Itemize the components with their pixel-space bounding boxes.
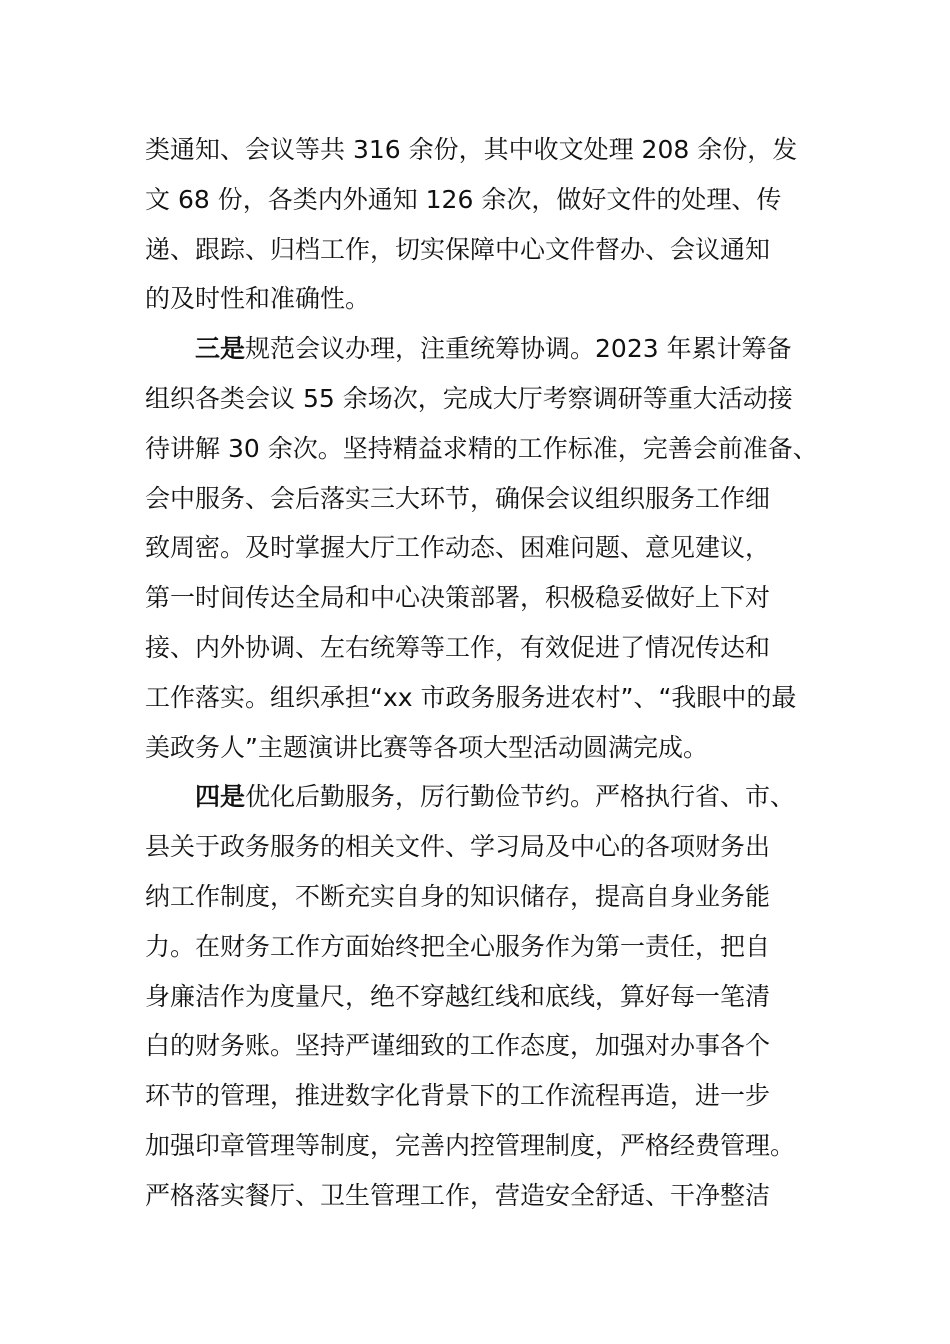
text-line: 致周密。及时掌握大厅工作动态、困难问题、意见建议， [145, 533, 771, 563]
text-span: 优化后勤服务，厉行勤俭节约。严格执行省、市、 [245, 782, 796, 812]
paragraph-document-handling [145, 125, 825, 324]
text-line [145, 324, 825, 374]
document-body [145, 125, 825, 1221]
text-line: 会中服务、会后落实三大环节，确保会议组织服务工作细 [145, 483, 771, 513]
text-line [145, 772, 825, 822]
paragraph-logistics [145, 772, 825, 1220]
text-line: 类通知、会议等共 316 余份，其中收文处理 208 余份，发 [145, 135, 798, 164]
text-line: 加强印章管理等制度，完善内控管理制度，严格经费管理。 [145, 1130, 796, 1160]
text-line: 文 68 份，各类内外通知 126 余次，做好文件的处理、传 [145, 184, 782, 214]
text-line: 纳工作制度，不断充实自身的知识储存，提高自身业务能 [145, 881, 771, 911]
text-line: 待讲解 30 余次。坚持精益求精的工作标准，完善会前准备、 [145, 433, 818, 463]
text-line: 的及时性和准确性。 [145, 284, 371, 314]
text-line: 力。在财务工作方面始终把全心服务作为第一责任，把自 [145, 931, 771, 961]
text-line: 白的财务账。坚持严谨细致的工作态度，加强对办事各个 [145, 1031, 771, 1061]
text-line: 县关于政务服务的相关文件、学习局及中心的各项财务出 [145, 832, 771, 862]
paragraph-lead: 三是 [195, 334, 246, 364]
text-line: 第一时间传达全局和中心决策部署，积极稳妥做好上下对 [145, 583, 771, 613]
paragraph-meetings [145, 324, 825, 772]
text-line: 美政务人”主题演讲比赛等各项大型活动圆满完成。 [145, 732, 708, 762]
text-span: 规范会议办理，注重统筹协调。2023 年累计筹备 [245, 334, 792, 364]
text-line: 接、内外协调、左右统筹等工作，有效促进了情况传达和 [145, 632, 771, 662]
text-line: 递、跟踪、归档工作，切实保障中心文件督办、会议通知 [145, 234, 771, 264]
text-line: 组织各类会议 55 余场次，完成大厅考察调研等重大活动接 [145, 383, 793, 413]
text-line: 身廉洁作为度量尺，绝不穿越红线和底线，算好每一笔清 [145, 981, 771, 1011]
paragraph-lead: 四是 [195, 782, 246, 812]
text-line: 严格落实餐厅、卫生管理工作，营造安全舒适、干净整洁 [145, 1180, 771, 1210]
text-line: 工作落实。组织承担“xx 市政务服务进农村”、“我眼中的最 [145, 682, 797, 712]
text-line: 环节的管理，推进数字化背景下的工作流程再造，进一步 [145, 1081, 771, 1111]
